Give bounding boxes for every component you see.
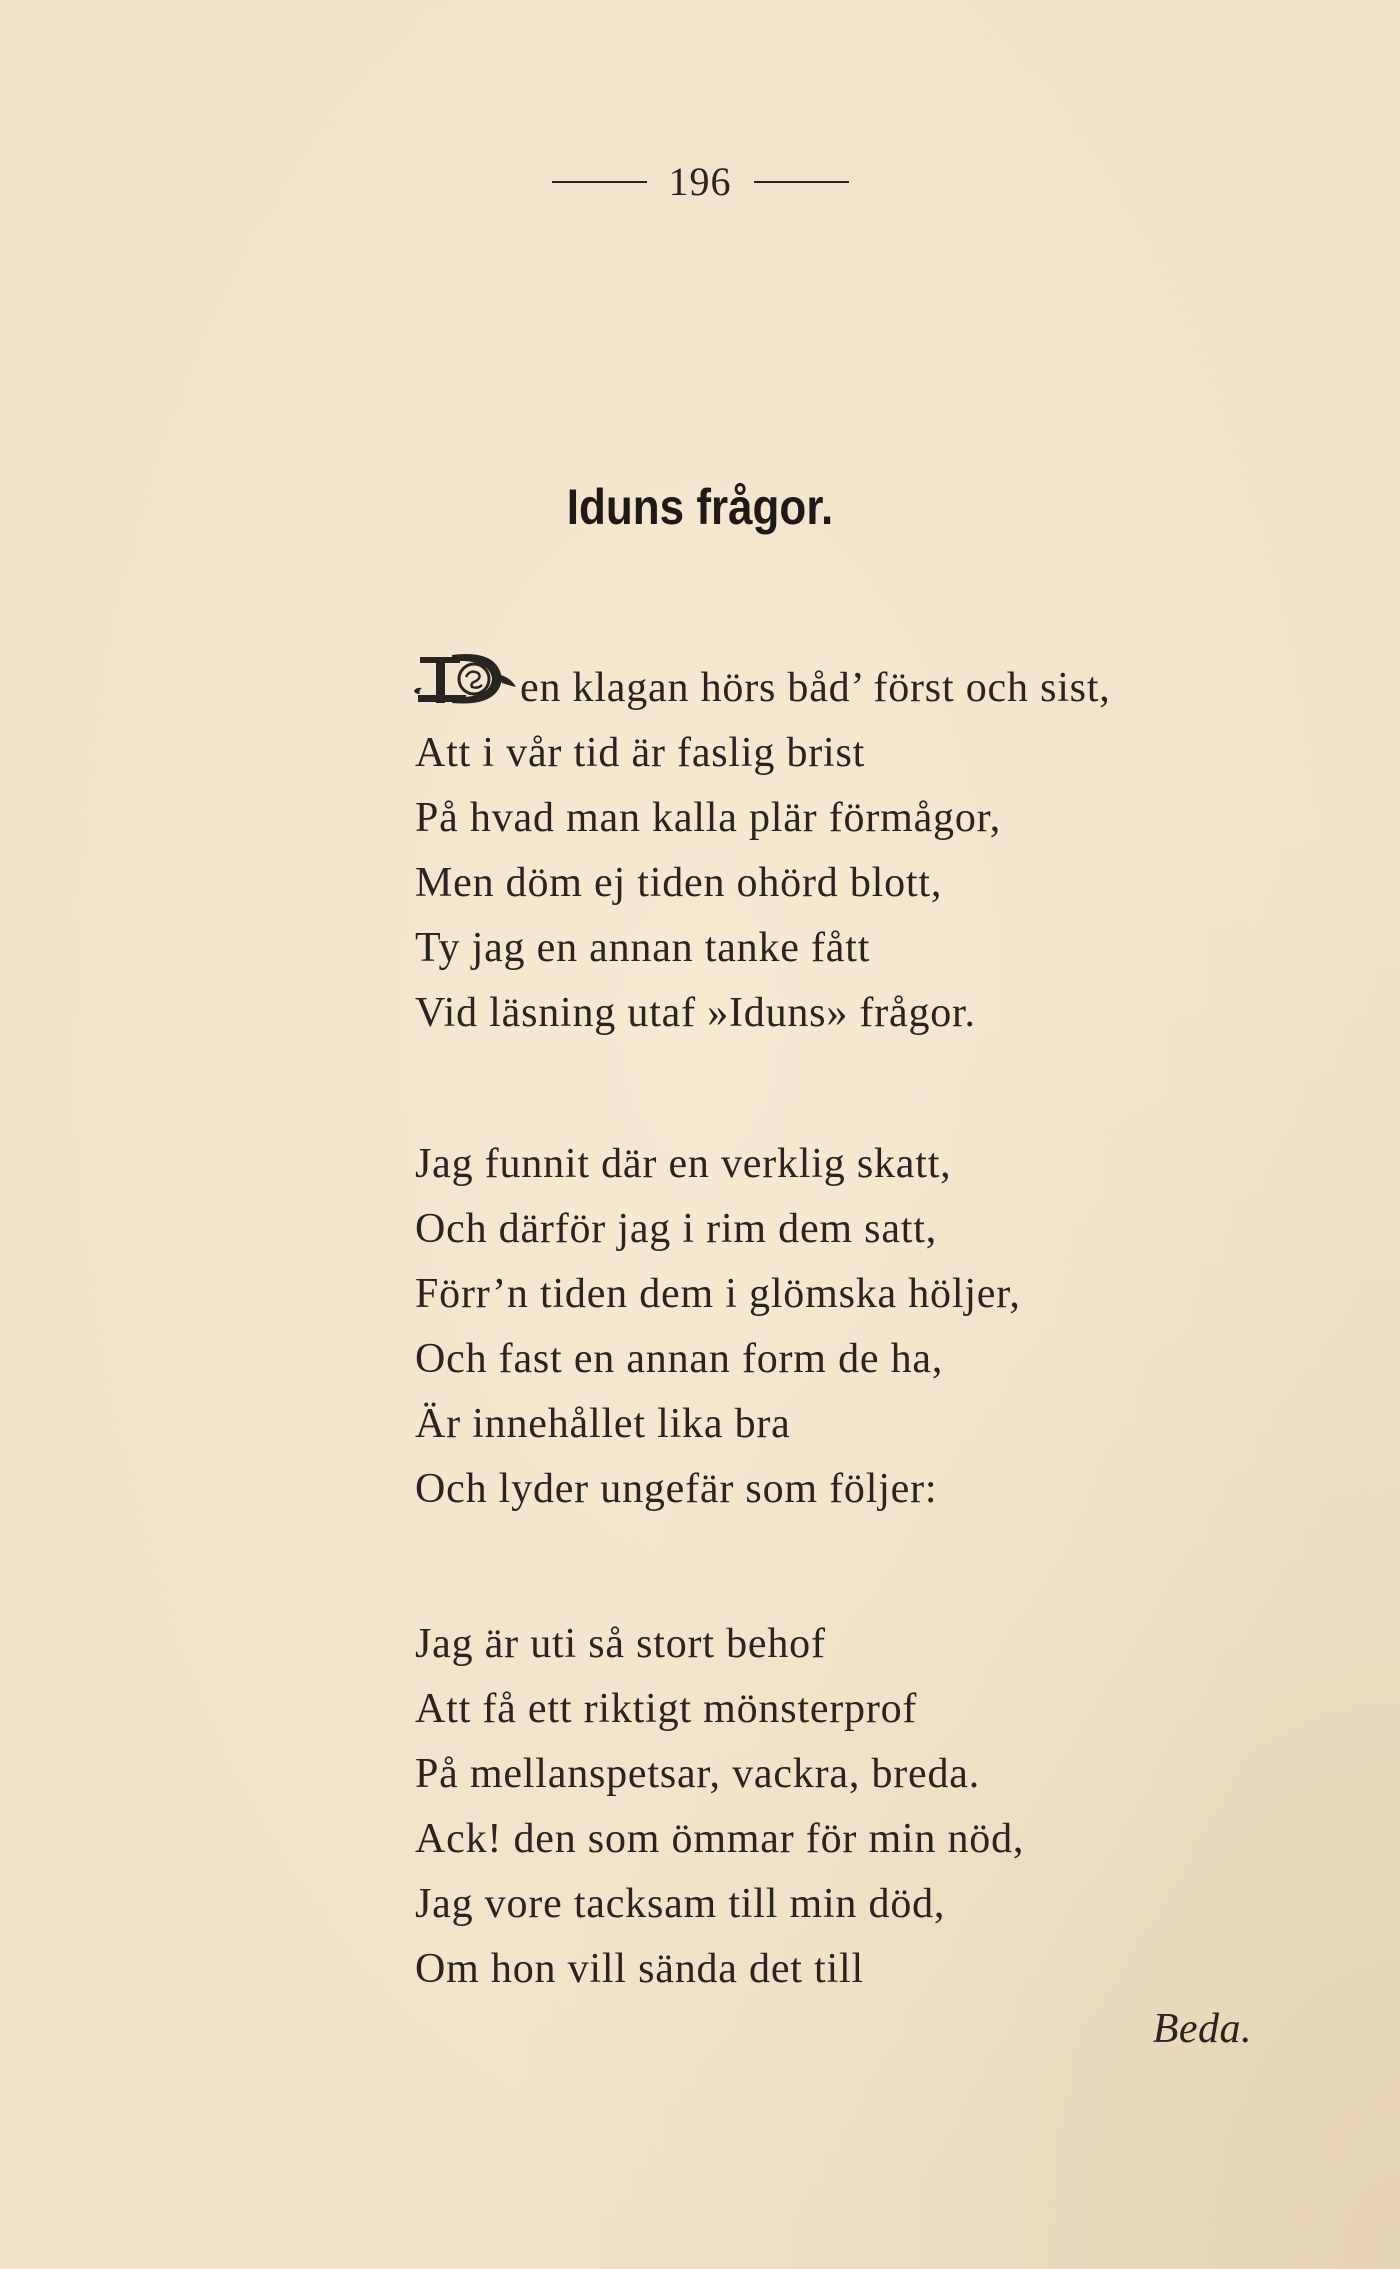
stanza-1 — [415, 647, 1315, 1046]
poem-line — [415, 647, 1315, 721]
poem-line: Vid läsning utaf »Iduns» frågor. — [415, 990, 976, 1036]
page-header — [0, 158, 1400, 205]
poem-line: Att i vår tid är faslig brist — [415, 730, 866, 776]
poem-line: Ack! den som ömmar för min nöd, — [415, 1816, 1025, 1862]
poem-line-text: en klagan hörs båd’ först och sist, — [520, 665, 1111, 711]
signature: Beda. — [1152, 2006, 1252, 2052]
poem-line: Och därför jag i rim dem satt, — [415, 1206, 938, 1252]
poem-line: Att få ett riktigt mönsterprof — [415, 1686, 918, 1732]
header-rule-right — [754, 181, 849, 183]
poem-line: Om hon vill sända det till — [415, 1946, 864, 1992]
poem-line: Förr’n tiden dem i glömska höljer, — [415, 1271, 1021, 1317]
poem-line: Är innehållet lika bra — [415, 1401, 791, 1447]
stanza-3 — [415, 1612, 1315, 2002]
poem-line: Jag funnit där en verklig skatt, — [415, 1141, 952, 1187]
poem-title: Iduns frågor. — [566, 479, 834, 535]
poem-line: Ty jag en annan tanke fått — [415, 925, 871, 971]
poem-line: Och fast en annan form de ha, — [415, 1336, 944, 1382]
page-number: 196 — [668, 159, 732, 204]
poem-line: På mellanspetsar, vackra, breda. — [415, 1751, 981, 1797]
poem-line: På hvad man kalla plär förmågor, — [415, 795, 1002, 841]
header-rule-left — [552, 181, 647, 183]
poem-line: Och lyder ungefär som följer: — [415, 1466, 938, 1512]
poem-line: Jag vore tacksam till min död, — [415, 1881, 946, 1927]
stanza-2 — [415, 1132, 1315, 1522]
poem-line: Men döm ej tiden ohörd blott, — [415, 860, 943, 906]
poem-line: Jag är uti så stort behof — [415, 1621, 826, 1667]
ornamental-D-initial-icon — [412, 647, 520, 709]
